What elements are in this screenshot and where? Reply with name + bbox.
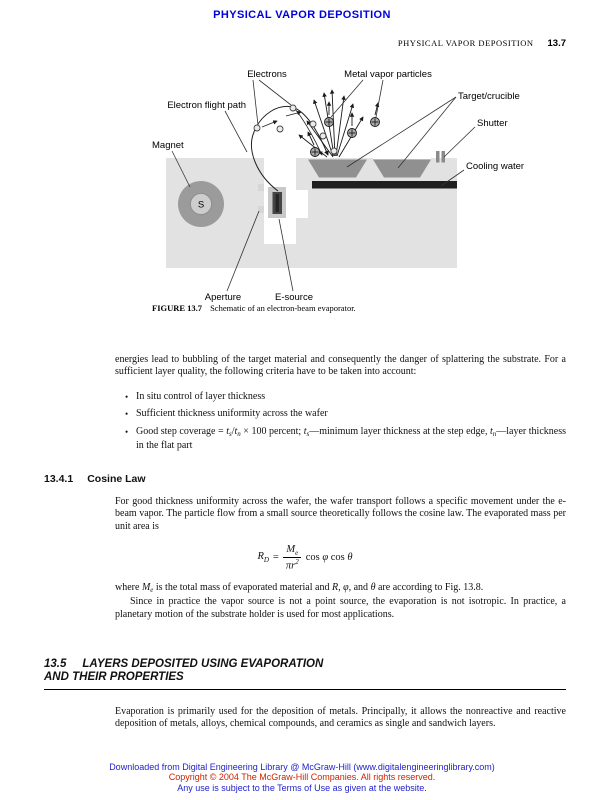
text-column	[44, 354, 566, 731]
paragraph-where: where $M_e$ is the total mass of evaporated material and R, φ, and θ are according to Fig. 13.8.	[115, 581, 484, 594]
paragraph-splattering: energies lead to bubbling of the target material and consequently the danger of splattering the substrate. For a sufficient layer quality, the following criteria have to be taken into account:	[115, 354, 566, 378]
figure-13-7-schematic	[0, 58, 604, 303]
eq-equals: =	[272, 552, 279, 564]
paragraph-cosine-law: For good thickness uniformity across the wafer, the wafer transport follows a specific movement under the e-beam vapor. The particle flow from a small source theoretically follows the cosine law. The evaporated mass per unit area is	[115, 495, 566, 532]
figure-caption	[152, 303, 356, 313]
footer-copyright-line: Copyright © 2004 The McGraw-Hill Companies. All rights reserved.	[168, 772, 436, 783]
figure-caption-tag: FIGURE 13.7	[152, 303, 203, 313]
footer-downloaded-line: Downloaded from Digital Engineering Library @ McGraw-Hill (www.digitalengineeringlibrary.com)	[109, 762, 495, 772]
eq-numerator: M	[286, 544, 296, 556]
eq-lhs-sub: D	[263, 555, 269, 564]
cooling-water-bar	[312, 181, 457, 189]
eq-trig-terms: cos φ cos θ	[305, 552, 353, 564]
label-target: Target/crucible	[458, 91, 520, 102]
figure-caption-text: Schematic of an electron-beam evaporator.	[210, 303, 356, 313]
running-head-title: PHYSICAL VAPOR DEPOSITION	[397, 38, 534, 48]
eq-num-sub: e	[295, 549, 299, 558]
eq-fraction	[283, 544, 302, 573]
section-number: 13.4.1	[44, 473, 74, 486]
paragraph-evaporation-use: Evaporation is primarily used for the deposition of metals. Principally, it allows the nonreactive and reactive deposition of metals, alloys, chemical compounds, and ceramics as single and sandwich layers.	[115, 705, 566, 730]
section-title-line2: AND THEIR PROPERTIES	[44, 671, 184, 684]
section-title-line1: LAYERS DEPOSITED USING EVAPORATION	[82, 657, 324, 670]
section-13-4-1-heading	[44, 473, 566, 485]
footer-terms-line: Any use is subject to the Terms of Use as given at the website.	[177, 782, 427, 793]
esource-shape	[268, 187, 286, 218]
section-13-5-heading	[44, 658, 566, 690]
section-number: 13.5	[44, 657, 67, 670]
criteria-list	[125, 391, 566, 453]
eq-denominator: πr	[285, 560, 296, 572]
running-head	[398, 38, 566, 49]
list-item: • Good step coverage = $t_s/t_n \times 100$ percent; $t_s—minimum$ layer thickness at the step edge, $t_n—layer$ thickness in the flat part	[125, 426, 566, 453]
magnet-pole-label: S	[197, 199, 205, 211]
download-footer	[0, 762, 604, 793]
label-metal-vapor: Metal vapor particles	[344, 69, 432, 80]
list-item: • In situ control of layer thickness	[125, 391, 566, 403]
label-magnet: Magnet	[152, 140, 184, 151]
label-flight-path: Electron flight path	[167, 100, 246, 111]
page-number: 13.7	[547, 38, 566, 49]
label-shutter: Shutter	[477, 118, 508, 129]
cosine-law-equation	[44, 544, 566, 573]
label-aperture: Aperture	[204, 292, 242, 303]
chapter-title-header: PHYSICAL VAPOR DEPOSITION	[213, 9, 391, 21]
section-title: Cosine Law	[87, 473, 146, 486]
list-item: • Sufficient thickness uniformity across the wafer	[125, 408, 566, 420]
label-electrons: Electrons	[247, 69, 287, 80]
eq-lhs: R	[257, 550, 264, 562]
section-rule	[44, 689, 566, 690]
label-cooling: Cooling water	[466, 161, 525, 172]
eq-den-sup: 2	[295, 558, 299, 567]
paragraph-since: Since in practice the vapor source is not a point source, the evaporation is not isotropic. In practice, a planetary motion of the substrate holder is used for most applications.	[115, 596, 566, 620]
label-esource: E-source	[274, 292, 314, 303]
magnet-shape	[178, 181, 224, 227]
